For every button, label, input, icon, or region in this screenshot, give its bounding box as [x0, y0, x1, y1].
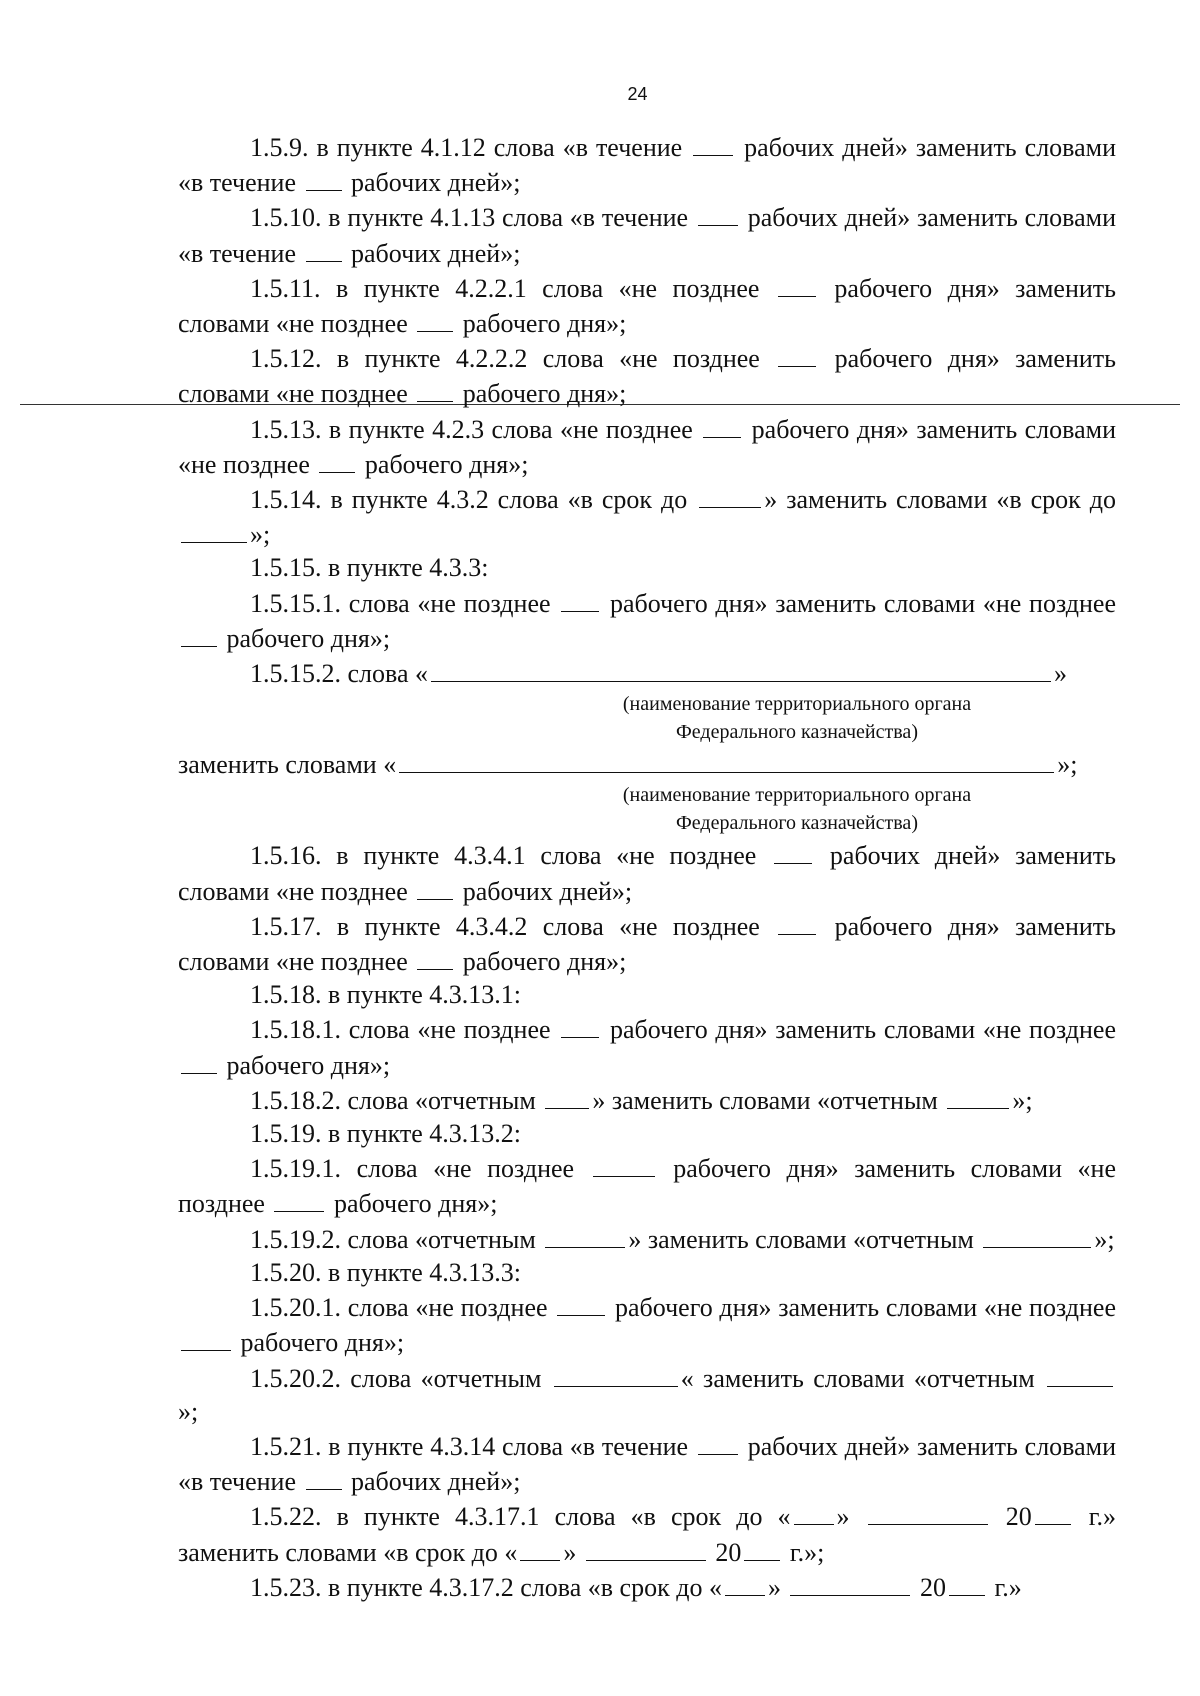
item-tail: рабочего дня»; [226, 623, 391, 653]
item-1-5-18: 1.5.18. в пункте 4.3.13.1: [250, 980, 522, 1010]
item-1-5-20-1 [178, 1289, 1116, 1359]
item-mid: рабочего дня» заменить словами «не позднее [178, 273, 1117, 339]
blank-field-year [744, 1534, 780, 1561]
blank-field [983, 1221, 1091, 1248]
item-mid: рабочего дня» заменить словами «не позднее [609, 588, 1116, 618]
item-lead: 1.5.9. в пункте 4.1.12 слова «в течение [250, 133, 683, 162]
item-1-5-14 [178, 481, 1116, 551]
blank-field [306, 164, 342, 191]
blank-field [693, 129, 733, 156]
blank-field [774, 837, 812, 864]
blank-field [319, 446, 355, 473]
item-lead: 1.5.20.1. слова «не позднее [250, 1293, 548, 1323]
blank-field-year [1035, 1498, 1071, 1525]
blank-field [561, 585, 599, 612]
item-lead: 1.5.23. в пункте 4.3.17.2 слова «в срок до « [250, 1572, 722, 1602]
blank-field [306, 1463, 342, 1490]
caption-line: (наименование территориального органа [622, 784, 972, 807]
blank-field [274, 1185, 324, 1212]
item-1-5-10 [178, 199, 1116, 269]
blank-field [703, 411, 741, 438]
blank-field-long [431, 655, 1051, 682]
blank-field [778, 340, 816, 367]
item-1-5-19-1 [178, 1150, 1116, 1220]
blank-field-day [794, 1498, 834, 1525]
item-mid: » заменить словами «отчетным [592, 1085, 938, 1115]
item-tail: »; [178, 1396, 199, 1426]
item-1-5-11 [178, 270, 1116, 340]
item-mid: рабочего дня» заменить словами «не позднее [178, 414, 1116, 479]
item-mid: » заменить словами «в срок до [764, 485, 1117, 515]
item-tail: рабочих дней»; [351, 1467, 521, 1497]
item-1-5-16 [178, 837, 1116, 907]
item-1-5-19: 1.5.19. в пункте 4.3.13.2: [250, 1119, 522, 1149]
blank-field [181, 1047, 217, 1074]
blank-field [417, 943, 453, 970]
item-tail: рабочих дней»; [351, 168, 521, 198]
item-1-5-20: 1.5.20. в пункте 4.3.13.3: [250, 1257, 522, 1287]
item-lead: 1.5.20.2. слова «отчетным [250, 1363, 542, 1393]
blank-field-day [725, 1569, 765, 1596]
item-1-5-12 [178, 340, 1116, 410]
item-tail: рабочего дня»; [333, 1189, 498, 1219]
caption-line: Федерального казначейства) [676, 721, 918, 744]
item-mid: рабочих дней» заменить словами «в течение [178, 203, 1117, 268]
item-part: » [563, 1537, 577, 1567]
item-lead: 1.5.17. в пункте 4.3.4.2 слова «не позднее [250, 911, 760, 941]
item-tail: рабочего дня»; [226, 1050, 391, 1080]
item-tail: рабочих дней»; [462, 876, 633, 906]
blank-field [417, 375, 453, 402]
item-mid: рабочих дней» заменить словами «в течение [178, 1431, 1117, 1497]
blank-field [181, 1324, 231, 1351]
item-lead: 1.5.13. в пункте 4.2.3 слова «не позднее [250, 414, 693, 444]
item-mid: рабочего дня» заменить словами «не позднее [614, 1293, 1116, 1323]
blank-field [306, 235, 342, 262]
item-lead: 1.5.11. в пункте 4.2.2.1 слова «не позднее [250, 273, 760, 303]
item-1-5-18-2 [178, 1082, 1116, 1117]
item-lead: 1.5.15.2. слова « [250, 659, 428, 689]
item-part: 20 [919, 1572, 946, 1602]
item-1-5-9 [178, 129, 1116, 199]
blank-field [698, 199, 738, 226]
item-lead: 1.5.19.1. слова «не позднее [250, 1154, 575, 1184]
blank-field [545, 1221, 625, 1248]
item-lead: 1.5.15.1. слова «не позднее [250, 588, 551, 618]
item-lead: 1.5.16. в пункте 4.3.4.1 слова «не позднее [250, 841, 757, 871]
blank-field [1047, 1360, 1113, 1387]
item-1-5-18-1 [178, 1011, 1116, 1081]
blank-field-month [586, 1534, 706, 1561]
blank-field [417, 305, 453, 332]
item-lead: 1.5.18.1. слова «не позднее [250, 1015, 551, 1045]
item-1-5-19-2 [178, 1221, 1116, 1256]
item-lead: 1.5.12. в пункте 4.2.2.2 слова «не позднее [250, 344, 760, 374]
item-part: г.» заменить словами «в срок до « [178, 1502, 1117, 1567]
caption-line: (наименование территориального органа [622, 693, 972, 716]
item-tail: рабочего дня»; [462, 309, 627, 339]
caption-line: Федерального казначейства) [676, 812, 918, 835]
item-1-5-20-2 [178, 1360, 1116, 1428]
item-tail: рабочего дня»; [240, 1328, 405, 1358]
item-1-5-22 [178, 1498, 1116, 1568]
item-lead: 1.5.22. в пункте 4.3.17.1 слова «в срок до « [250, 1502, 791, 1532]
blank-field [778, 908, 816, 935]
item-lead: 1.5.18.2. слова «отчетным [250, 1085, 536, 1115]
blank-field [557, 1289, 605, 1316]
item-1-5-15-2 [178, 655, 1116, 690]
item-tail: » [1054, 659, 1067, 689]
replace-lead: заменить словами « [178, 750, 397, 780]
blank-field [554, 1360, 678, 1387]
item-part: » [836, 1502, 850, 1532]
blank-field [593, 1150, 655, 1177]
blank-field [699, 481, 761, 508]
item-lead: 1.5.14. в пункте 4.3.2 слова «в срок до [250, 485, 688, 515]
blank-field-year [949, 1569, 985, 1596]
blank-field [561, 1011, 599, 1038]
blank-field-month [790, 1569, 910, 1596]
item-lead: 1.5.19.2. слова «отчетным [250, 1224, 536, 1254]
item-mid: рабочих дней» заменить словами «в течение [178, 133, 1117, 198]
replace-tail: »; [1057, 750, 1078, 780]
item-part: » [767, 1572, 781, 1602]
blank-field-month [868, 1498, 988, 1525]
item-tail: »; [250, 520, 271, 550]
item-tail: рабочего дня»; [364, 449, 529, 479]
blank-field [947, 1082, 1009, 1109]
item-mid: рабочего дня» заменить словами «не позднее [178, 1154, 1117, 1219]
item-1-5-15-1 [178, 585, 1116, 655]
page-number: 24 [627, 84, 648, 104]
blank-field [698, 1428, 738, 1455]
item-mid: рабочего дня» заменить словами «не позднее [609, 1015, 1116, 1045]
blank-field-long [399, 746, 1054, 773]
item-mid: рабочих дней» заменить словами «не позднее [178, 841, 1116, 906]
item-part: 20 [1005, 1502, 1032, 1532]
item-tail: г.» [994, 1572, 1022, 1602]
blank-field [181, 516, 247, 543]
item-1-5-21 [178, 1428, 1116, 1498]
item-tail: рабочих дней»; [351, 238, 521, 268]
document-body [178, 129, 1116, 1604]
item-tail: »; [1094, 1224, 1115, 1254]
blank-field-day [520, 1534, 560, 1561]
item-mid: » заменить словами «отчетным [628, 1224, 974, 1254]
item-mid: рабочего дня» заменить словами «не позднее [178, 911, 1117, 977]
item-tail: »; [1012, 1085, 1033, 1115]
item-1-5-13 [178, 411, 1116, 481]
item-lead: 1.5.21. в пункте 4.3.14 слова «в течение [250, 1431, 689, 1461]
item-lead: 1.5.10. в пункте 4.1.13 слова «в течение [250, 203, 689, 233]
item-part: 20 [715, 1537, 742, 1567]
item-1-5-17 [178, 908, 1116, 978]
replace-line [178, 746, 1116, 781]
blank-field [778, 270, 816, 297]
item-tail: г.»; [789, 1537, 825, 1567]
item-tail: рабочего дня»; [462, 947, 627, 977]
item-1-5-23 [178, 1569, 1116, 1604]
item-mid: рабочего дня» заменить словами «не позднее [178, 344, 1117, 409]
item-1-5-15: 1.5.15. в пункте 4.3.3: [250, 553, 489, 583]
item-mid: « заменить словами «отчетным [680, 1363, 1035, 1393]
blank-field [545, 1082, 589, 1109]
item-tail: рабочего дня»; [462, 379, 627, 409]
blank-field [417, 873, 453, 900]
blank-field [181, 620, 217, 647]
